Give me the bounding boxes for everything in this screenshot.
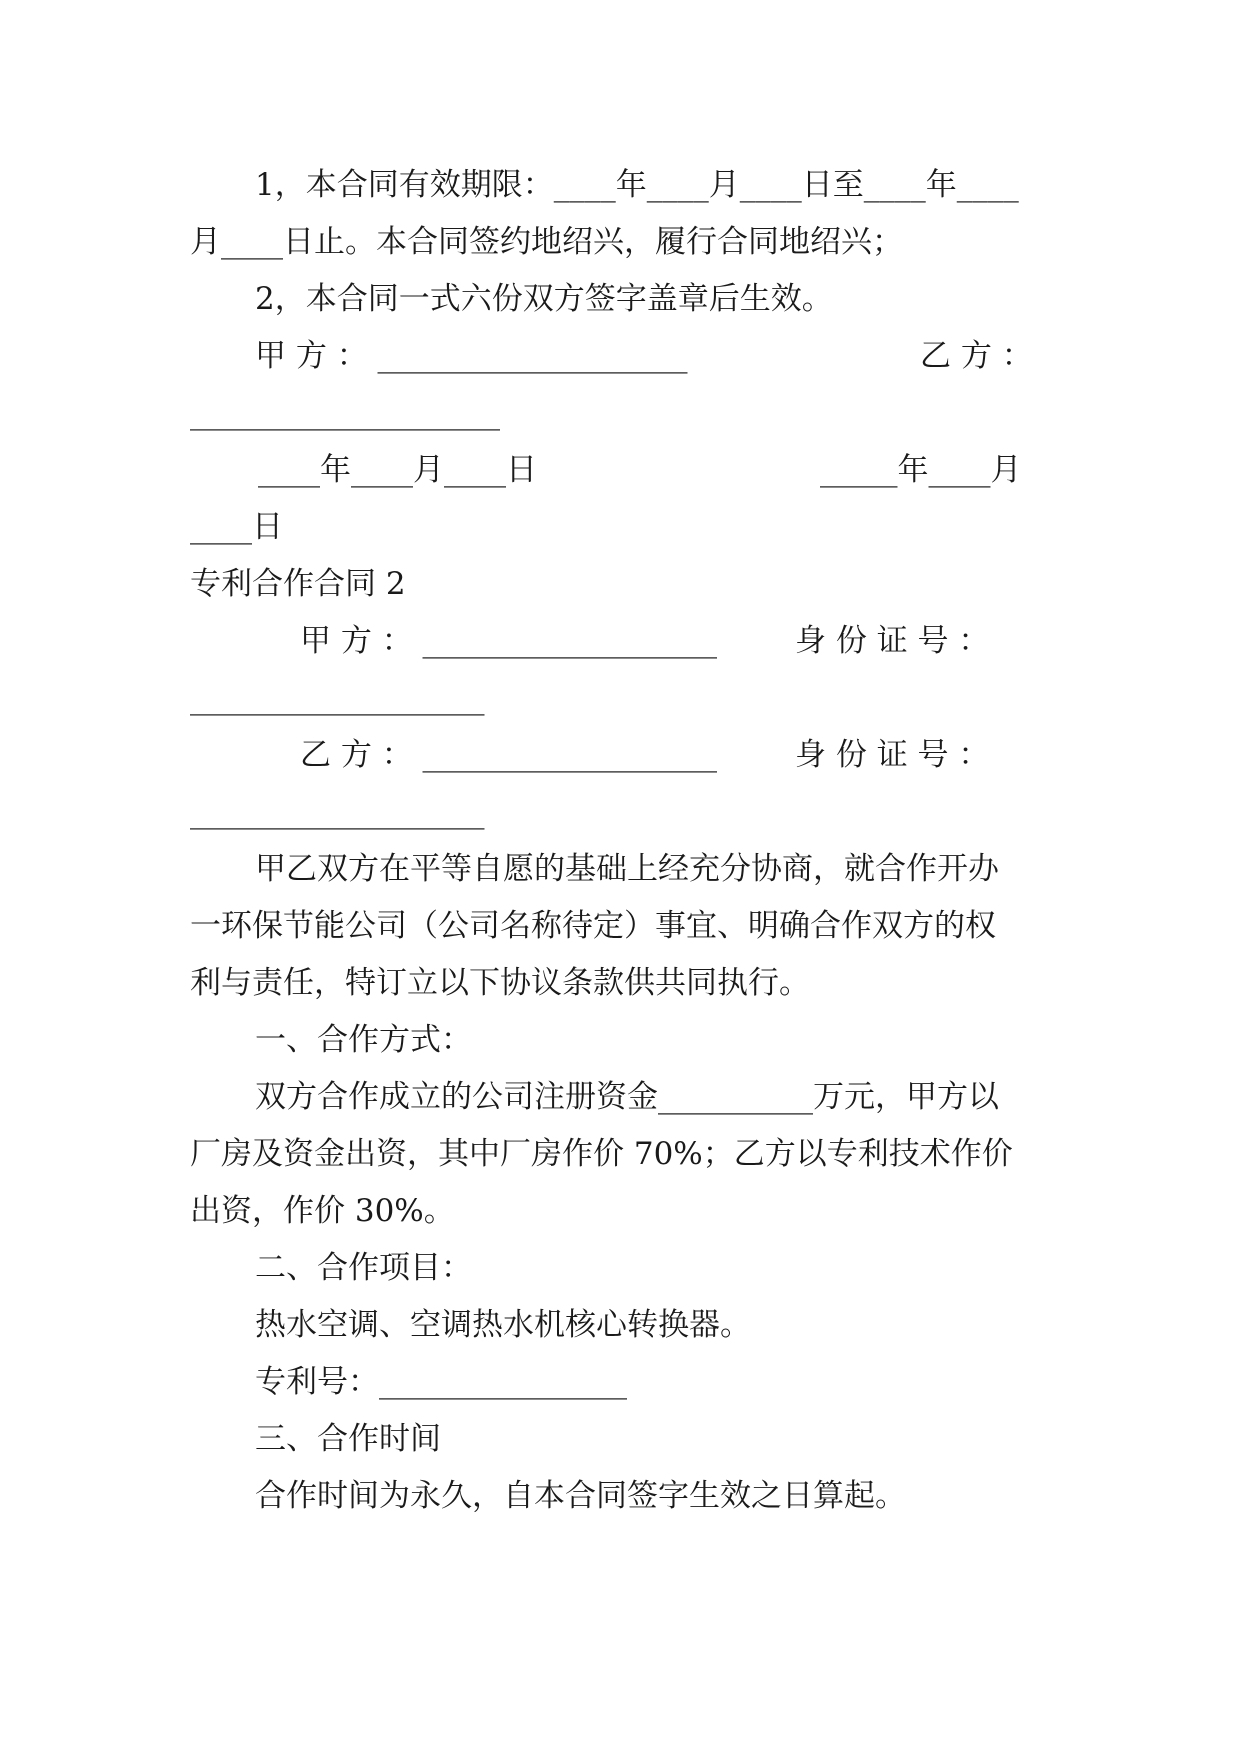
term-clause-line-1: 1，本合同有效期限：____年____月____日至____年____: [255, 167, 1019, 203]
heading-cooperation-time: 三、合作时间: [255, 1421, 441, 1457]
time-description: 合作时间为永久，自本合同签字生效之日算起。: [255, 1478, 906, 1514]
intro-line-1: 甲乙双方在平等自愿的基础上经充分协商，就合作开办: [255, 851, 999, 887]
party-a-name-field: 甲 方 ： ___________________: [300, 623, 718, 659]
party-b-id-line: ___________________: [190, 794, 485, 830]
intro-line-2: 一环保节能公司（公司名称待定）事宜、明确合作双方的权: [190, 908, 996, 944]
party-b-signature-label: 乙 方 ：: [920, 338, 1033, 374]
party-a-date: ____年____月____日: [258, 452, 537, 488]
patent-number-field: 专利号：________________: [255, 1364, 627, 1400]
party-a-signature: 甲 方 ： ____________________: [255, 338, 688, 374]
term-clause-line-2: 月____日止。本合同签约地绍兴，履行合同地绍兴；: [190, 224, 903, 260]
method-line-1: 双方合作成立的公司注册资金__________万元，甲方以: [255, 1079, 999, 1115]
party-b-signature-line: ____________________: [190, 395, 500, 431]
party-a-id-label: 身 份 证 号 ：: [795, 623, 990, 659]
party-a-id-line: ___________________: [190, 680, 485, 716]
party-b-id-label: 身 份 证 号 ：: [795, 737, 990, 773]
method-line-3: 出资，作价 30%。: [190, 1193, 455, 1229]
project-description: 热水空调、空调热水机核心转换器。: [255, 1307, 751, 1343]
copies-clause: 2，本合同一式六份双方签字盖章后生效。: [255, 281, 833, 317]
heading-cooperation-method: 一、合作方式：: [255, 1022, 472, 1058]
method-line-2: 厂房及资金出资，其中厂房作价 70%；乙方以专利技术作价: [190, 1136, 1013, 1172]
party-b-date: _____年____月: [820, 452, 1022, 488]
section-title: 专利合作合同 2: [190, 566, 406, 602]
heading-cooperation-project: 二、合作项目：: [255, 1250, 472, 1286]
intro-line-3: 利与责任，特订立以下协议条款供共同执行。: [190, 965, 810, 1001]
party-b-date-day: ____日: [190, 509, 283, 545]
party-b-name-field: 乙 方 ： ___________________: [300, 737, 718, 773]
